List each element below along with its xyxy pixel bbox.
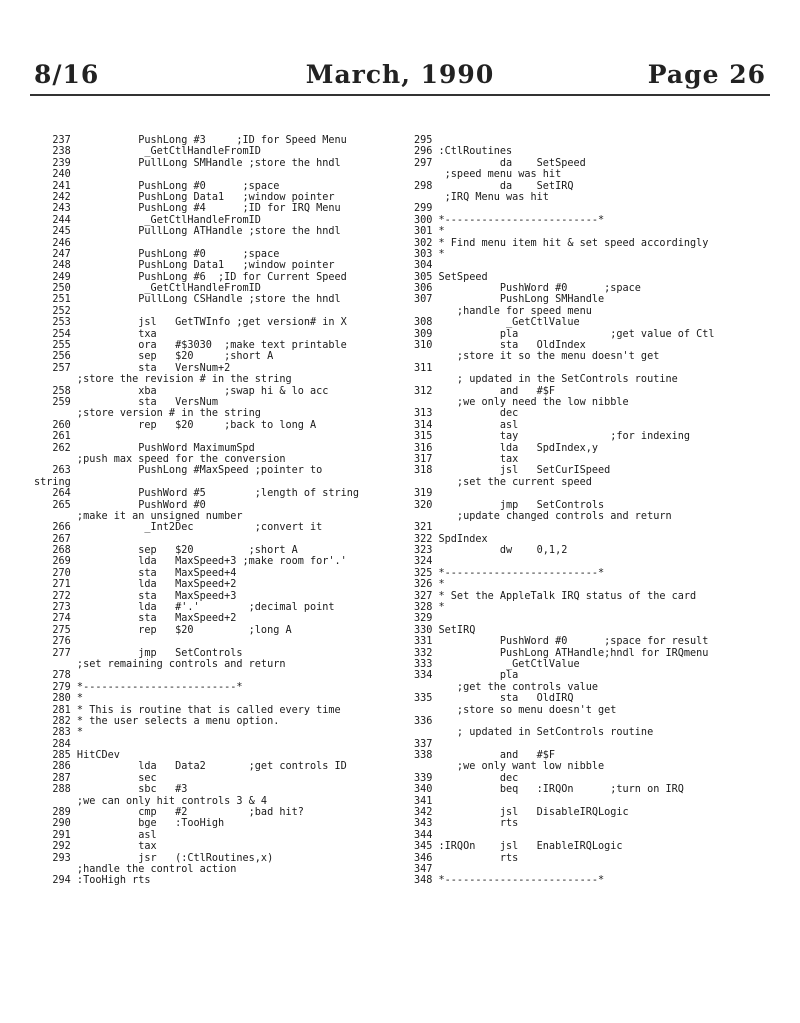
code-line: 243 PushLong #4 ;ID for IRQ Menu bbox=[34, 203, 341, 215]
code-line: 270 sta MaxSpeed+4 bbox=[34, 567, 237, 579]
code-line: 335 sta OldIRQ bbox=[414, 693, 574, 705]
code-line: 323 dw 0,1,2 bbox=[414, 545, 568, 557]
code-line: string bbox=[34, 476, 71, 488]
code-line: 303 * bbox=[414, 248, 445, 260]
code-line: ;we only want low nibble bbox=[414, 761, 605, 773]
code-line: 306 PushWord #0 ;space bbox=[414, 283, 641, 295]
code-line: 314 asl bbox=[414, 419, 519, 431]
code-line: 338 and #$F bbox=[414, 750, 556, 762]
code-line: 291 asl bbox=[34, 829, 157, 841]
code-line: 252 bbox=[34, 305, 71, 317]
code-line: 295 bbox=[414, 135, 433, 146]
code-listing-right bbox=[414, 135, 784, 887]
code-line: 242 PushLong Data1 ;window pointer bbox=[34, 191, 335, 203]
code-line: 262 PushWord MaximumSpd bbox=[34, 442, 255, 454]
code-line: 260 rep $20 ;back to long A bbox=[34, 419, 317, 431]
code-line: ;handle for speed menu bbox=[414, 305, 592, 317]
code-line: 298 da SetIRQ bbox=[414, 180, 574, 192]
code-line: 257 sta VersNum+2 bbox=[34, 362, 231, 374]
code-line: 293 jsr (:CtlRoutines,x) bbox=[34, 852, 274, 864]
code-line: 332 PushLong ATHandle;hndl for IRQmenu bbox=[414, 647, 709, 659]
code-line: 277 jmp SetControls bbox=[34, 647, 243, 659]
code-line: 240 bbox=[34, 169, 71, 181]
issue-number: 8/16 bbox=[34, 60, 100, 89]
code-line: 320 jmp SetControls bbox=[414, 499, 605, 511]
code-line: 296 :CtlRoutines bbox=[414, 146, 513, 158]
code-line: 294 :TooHigh rts bbox=[34, 875, 151, 887]
code-line: 348 *-------------------------* bbox=[414, 875, 605, 887]
code-line: 301 * bbox=[414, 226, 445, 238]
code-line: 247 PushLong #0 ;space bbox=[34, 248, 280, 260]
code-line: ;we only need the low nibble bbox=[414, 396, 629, 408]
code-line: ;store version # in the string bbox=[34, 408, 261, 420]
issue-date: March, 1990 bbox=[305, 60, 495, 89]
code-line: ;push max speed for the conversion bbox=[34, 453, 286, 465]
code-line: ;make it an unsigned number bbox=[34, 510, 243, 522]
code-line: 279 *-------------------------* bbox=[34, 681, 243, 693]
code-line: 272 sta MaxSpeed+3 bbox=[34, 590, 237, 602]
code-line: 337 bbox=[414, 738, 433, 750]
code-line: 255 ora #$3030 ;make text printable bbox=[34, 340, 347, 352]
code-line: ;handle the control action bbox=[34, 864, 237, 875]
code-line: 331 PushWord #0 ;space for result bbox=[414, 636, 709, 648]
code-line: ; updated in SetControls routine bbox=[414, 727, 654, 739]
code-line: 322 SpdIndex bbox=[414, 533, 488, 545]
code-line: ;store the revision # in the string bbox=[34, 374, 292, 386]
code-line: 292 tax bbox=[34, 841, 157, 853]
code-line: 273 lda #'.' ;decimal point bbox=[34, 602, 335, 614]
code-line: 290 bge :TooHigh bbox=[34, 818, 225, 830]
code-line: 285 HitCDev bbox=[34, 750, 120, 762]
code-line: 258 xba ;swap hi & lo acc bbox=[34, 385, 329, 397]
header-rule bbox=[30, 94, 770, 96]
code-line: 246 bbox=[34, 237, 71, 249]
code-line: 334 pla bbox=[414, 670, 519, 682]
code-line: 253 jsl GetTWInfo ;get version# in X bbox=[34, 317, 347, 329]
code-line: 280 * bbox=[34, 693, 84, 705]
code-line: 304 bbox=[414, 260, 433, 272]
code-line: 346 rts bbox=[414, 852, 519, 864]
code-line: 327 * Set the AppleTalk IRQ status of the card bbox=[414, 590, 697, 602]
code-line: 268 sep $20 ;short A bbox=[34, 545, 298, 557]
code-line: 312 and #$F bbox=[414, 385, 556, 397]
code-line: ;set the current speed bbox=[414, 476, 592, 488]
code-listing-left bbox=[34, 135, 404, 887]
code-line: ;get the controls value bbox=[414, 681, 599, 693]
code-line: 238 _GetCtlHandleFromID bbox=[34, 146, 261, 158]
code-line: 326 * bbox=[414, 579, 445, 591]
code-line: 328 * bbox=[414, 602, 445, 614]
code-line: 341 bbox=[414, 795, 433, 807]
code-line: 309 pla ;get value of Ctl bbox=[414, 328, 715, 340]
code-line: 254 txa bbox=[34, 328, 157, 340]
code-line: ;store it so the menu doesn't get bbox=[414, 351, 660, 363]
code-line: 284 bbox=[34, 738, 71, 750]
code-line: ;update changed controls and return bbox=[414, 510, 672, 522]
code-line: 267 bbox=[34, 533, 71, 545]
code-line: 288 sbc #3 bbox=[34, 784, 188, 796]
code-line: ; updated in the SetControls routine bbox=[414, 374, 678, 386]
code-line: 329 bbox=[414, 613, 433, 625]
code-line: 325 *-------------------------* bbox=[414, 567, 605, 579]
code-line: 344 bbox=[414, 829, 433, 841]
code-line: 289 cmp #2 ;bad hit? bbox=[34, 807, 304, 819]
code-line: 343 rts bbox=[414, 818, 519, 830]
code-line: 287 sec bbox=[34, 772, 157, 784]
code-line: 307 PushLong SMHandle bbox=[414, 294, 605, 306]
code-line: ;set remaining controls and return bbox=[34, 658, 286, 670]
code-line: 319 bbox=[414, 488, 433, 500]
code-line: 263 PushLong #MaxSpeed ;pointer to bbox=[34, 465, 323, 477]
code-line: 340 beq :IRQOn ;turn on IRQ bbox=[414, 784, 684, 796]
code-line: 261 bbox=[34, 431, 71, 443]
code-line: 264 PushWord #5 ;length of string bbox=[34, 488, 360, 500]
code-line: 266 _Int2Dec ;convert it bbox=[34, 522, 323, 534]
code-line: 265 PushWord #0 bbox=[34, 499, 206, 511]
code-line: 282 * the user selects a menu option. bbox=[34, 715, 280, 727]
code-line: 321 bbox=[414, 522, 433, 534]
code-line: 237 PushLong #3 ;ID for Speed Menu bbox=[34, 135, 347, 146]
code-line: ;store so menu doesn't get bbox=[414, 704, 617, 716]
code-line: 333 _GetCtlValue bbox=[414, 658, 580, 670]
code-line: ;we can only hit controls 3 & 4 bbox=[34, 795, 268, 807]
code-line: 339 dec bbox=[414, 772, 519, 784]
code-line: 249 PushLong #6 ;ID for Current Speed bbox=[34, 271, 347, 283]
code-line: 347 bbox=[414, 864, 433, 875]
code-line: 250 _GetCtlHandleFromID bbox=[34, 283, 261, 295]
code-line: 275 rep $20 ;long A bbox=[34, 624, 292, 636]
code-line: 278 bbox=[34, 670, 71, 682]
code-line: 299 bbox=[414, 203, 433, 215]
code-line: 245 PullLong ATHandle ;store the hndl bbox=[34, 226, 341, 238]
code-line: 336 bbox=[414, 715, 433, 727]
code-line: 318 jsl SetCurISpeed bbox=[414, 465, 611, 477]
code-line: 283 * bbox=[34, 727, 84, 739]
code-line: 317 tax bbox=[414, 453, 519, 465]
code-line: 286 lda Data2 ;get controls ID bbox=[34, 761, 347, 773]
code-line: 342 jsl DisableIRQLogic bbox=[414, 807, 629, 819]
code-line: 310 sta OldIndex bbox=[414, 340, 586, 352]
code-line: 256 sep $20 ;short A bbox=[34, 351, 274, 363]
code-line: 308 _GetCtlValue bbox=[414, 317, 580, 329]
code-line: 269 lda MaxSpeed+3 ;make room for'.' bbox=[34, 556, 347, 568]
code-line: 345 :IRQOn jsl EnableIRQLogic bbox=[414, 841, 623, 853]
code-line: 251 PullLong CSHandle ;store the hndl bbox=[34, 294, 341, 306]
code-line: ;speed menu was hit bbox=[414, 169, 562, 181]
code-line: 239 PullLong SMHandle ;store the hndl bbox=[34, 157, 341, 169]
code-line: 324 bbox=[414, 556, 433, 568]
code-line: 244 _GetCtlHandleFromID bbox=[34, 214, 261, 226]
code-line: 276 bbox=[34, 636, 71, 648]
code-line: 316 lda SpdIndex,y bbox=[414, 442, 599, 454]
code-line: 330 SetIRQ bbox=[414, 624, 476, 636]
code-line: 300 *-------------------------* bbox=[414, 214, 605, 226]
code-line: 259 sta VersNum bbox=[34, 396, 219, 408]
code-line: 311 bbox=[414, 362, 433, 374]
code-line: 313 dec bbox=[414, 408, 519, 420]
code-line: 271 lda MaxSpeed+2 bbox=[34, 579, 237, 591]
code-line: 248 PushLong Data1 ;window pointer bbox=[34, 260, 335, 272]
page-number: Page 26 bbox=[647, 60, 766, 89]
code-line: 315 tay ;for indexing bbox=[414, 431, 691, 443]
code-line: 302 * Find menu item hit & set speed accordingly bbox=[414, 237, 709, 249]
code-line: ;IRQ Menu was hit bbox=[414, 191, 549, 203]
code-line: 281 * This is routine that is called every time bbox=[34, 704, 341, 716]
code-line: 305 SetSpeed bbox=[414, 271, 488, 283]
code-line: 297 da SetSpeed bbox=[414, 157, 586, 169]
code-line: 274 sta MaxSpeed+2 bbox=[34, 613, 237, 625]
code-line: 241 PushLong #0 ;space bbox=[34, 180, 280, 192]
